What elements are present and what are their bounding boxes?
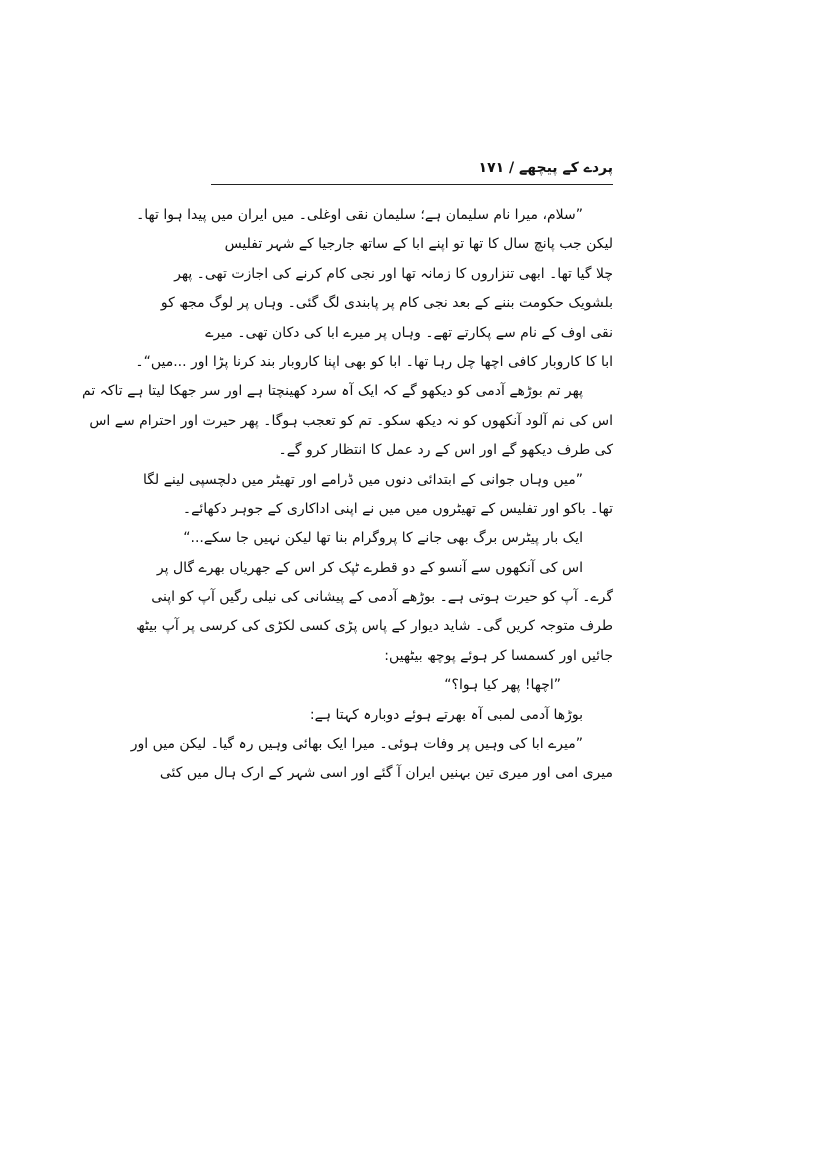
- body-line: اس کی نم آلود آنکھوں کو نہ دیکھ سکو۔ تم کو تعجب ہوگا۔ پھر حیرت اور احترام سے اس: [89, 412, 613, 429]
- running-header: [211, 160, 613, 186]
- body-line: لیکن جب پانچ سال کا تھا تو اپنے ابا کے ساتھ جارجیا کے شہر تفلیس: [224, 236, 613, 253]
- body-line: ”میں وہاں جوانی کے ابتدائی دنوں میں ڈرامے اور تھیٹر میں دلچسپی لینے لگا: [142, 471, 583, 488]
- running-title: پردے کے پیچھے / ۱۷۱: [478, 160, 613, 176]
- body-line: میری امی اور میری تین بہنیں ایران آ گئے اور اسی شہر کے ارک ہال میں کئی: [159, 765, 613, 782]
- body-line: اس کی آنکھوں سے آنسو کے دو قطرے ٹپک کر اس کے جھریاں بھرے گال پر: [156, 559, 583, 576]
- body-line: بلشویک حکومت بننے کے بعد نجی کام پر پابندی لگ گئی۔ وہاں پر لوگ مجھ کو: [160, 295, 613, 312]
- body-line: ابا کا کاروبار کافی اچھا چل رہا تھا۔ ابا کو بھی اپنا کاروبار بند کرنا پڑا اور ...میں“۔: [135, 353, 613, 370]
- body-line: کی طرف دیکھو گے اور اس کے رد عمل کا انتظار کرو گے۔: [278, 442, 613, 459]
- body-line: ایک بار پیٹرس برگ بھی جانے کا پروگرام بنا تھا لیکن نہیں جا سکے...“: [183, 530, 583, 547]
- body-line: تھا۔ باکو اور تفلیس کے تھیٹروں میں میں نے اپنی اداکاری کے جوہر دکھائے۔: [182, 500, 613, 517]
- page-body: [82, 201, 613, 789]
- body-line: چلا گیا تھا۔ ابھی تنزاروں کا زمانہ تھا اور نجی کام کرنے کی اجازت تھی۔ پھر: [174, 265, 613, 282]
- body-line: گرے۔ آپ کو حیرت ہوتی ہے۔ بوڑھے آدمی کے پیشانی کی نیلی رگیں آپ کو اپنی: [151, 589, 613, 606]
- header-divider: [211, 184, 613, 185]
- body-line: نقی اوف کے نام سے پکارتے تھے۔ وہاں پر میرے ابا کی دکان تھی۔ میرے: [205, 324, 613, 341]
- body-line: ”میرے ابا کی وہیں پر وفات ہوئی۔ میرا ایک بھائی وہیں رہ گیا۔ لیکن میں اور: [130, 736, 583, 753]
- body-line: طرف متوجہ کریں گی۔ شاید دیوار کے پاس پڑی کسی لکڑی کی کرسی پر آپ بیٹھ: [136, 618, 613, 635]
- body-line: پھر تم بوڑھے آدمی کو دیکھو گے کہ ایک آہ سرد کھینچتا ہے اور سر جھکا لیتا ہے تاکہ تم: [82, 383, 583, 400]
- body-line: ”اچھا! پھر کیا ہوا؟“: [444, 677, 561, 694]
- body-line: بوڑھا آدمی لمبی آہ بھرتے ہوئے دوبارہ کہتا ہے:: [309, 706, 583, 723]
- body-line: ”سلام، میرا نام سلیمان ہے؛ سلیمان نقی اوغلی۔ میں ایران میں پیدا ہوا تھا۔: [136, 207, 583, 223]
- body-line: جائیں اور کسمسا کر ہوئے پوچھ بیٹھیں:: [384, 647, 613, 664]
